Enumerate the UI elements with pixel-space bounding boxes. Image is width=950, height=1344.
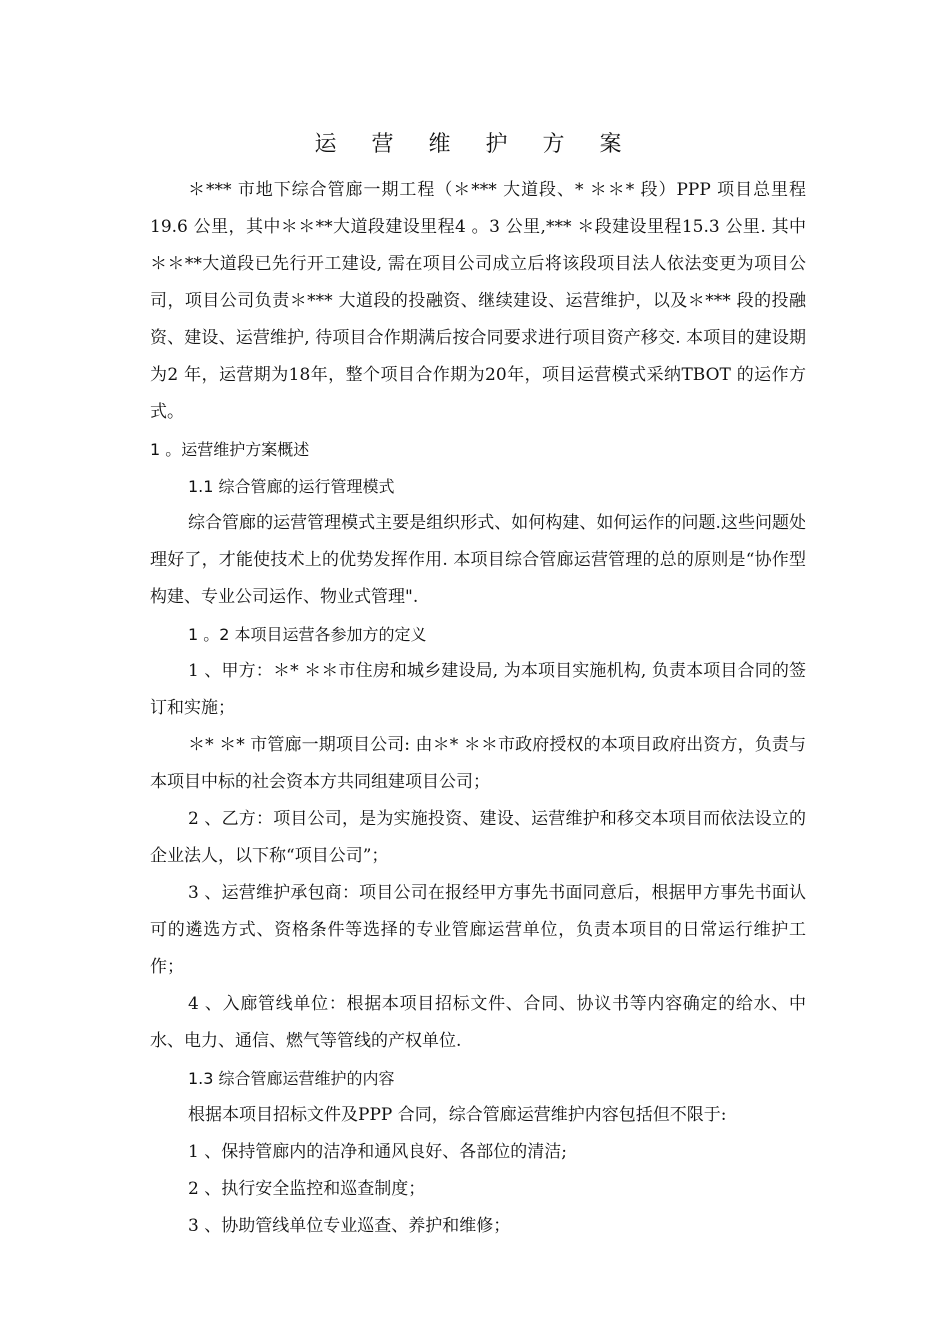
content-item: 根据本项目招标文件及PPP 合同，综合管廊运营维护内容包括但不限于: — [188, 1105, 727, 1125]
section-1-2-heading: 1 。2 本项目运营各参加方的定义 — [188, 625, 427, 644]
party-item: 1 、甲方：＊* ＊＊市住房和城乡建设局, 为本项目实施机构, 负责本项目合同的签订和实施； — [150, 661, 806, 718]
section-1-1-paragraph: 综合管廊的运营管理模式主要是组织形式、如何构建、如何运作的问题.这些问题处理好了，才能使技术上的优势发挥作用. 本项目综合管廊运营管理的总的原则是“协作型构建、专业公司运作、物业式管理". — [150, 513, 806, 607]
document-title: 运 营 维 护 方 案 — [314, 132, 636, 157]
party-item: ＊* ＊* 市管廊一期项目公司: 由＊* ＊＊市政府授权的本项目政府出资方，负责与本项目中标的社会资本方共同组建项目公司； — [150, 735, 806, 792]
document-body — [150, 172, 806, 1245]
section-1-1-heading: 1.1 综合管廊的运行管理模式 — [188, 477, 395, 496]
party-item: 2 、乙方：项目公司，是为实施投资、建设、运营维护和移交本项目而依法设立的企业法人，以下称“项目公司”； — [150, 809, 806, 866]
content-item: 3 、协助管线单位专业巡查、养护和维修； — [188, 1216, 511, 1236]
content-item: 1 、保持管廊内的洁净和通风良好、各部位的清洁; — [188, 1142, 567, 1162]
party-item: 4 、入廊管线单位：根据本项目招标文件、合同、协议书等内容确定的给水、中水、电力、通信、燃气等管线的产权单位. — [150, 994, 806, 1051]
section-1-3-heading: 1.3 综合管廊运营维护的内容 — [188, 1069, 395, 1088]
intro-paragraph: ＊*** 市地下综合管廊一期工程（＊*** 大道段、* ＊＊* 段）PPP 项目总里程19.6 公里，其中＊＊**大道段建设里程4 。3 公里,*** ＊段建设里程15.3 公里. 其中＊＊**大道段已先行开工建设, 需在项目公司成立后将该段项目法人依法变更为项目公司，项目公司负责＊*** 大道段的投融资、继续建设、运营维护，以及＊*** 段的投融资、建设、运营维护, 待项目合作期满后按合同要求进行项目资产移交. 本项目的建设期为2 年，运营期为18年，整个项目合作期为20年，项目运营模式采纳TBOT 的运作方式。 — [150, 180, 806, 422]
party-item: 3 、运营维护承包商：项目公司在报经甲方事先书面同意后，根据甲方事先书面认可的遴选方式、资格条件等选择的专业管廊运营单位，负责本项目的日常运行维护工作； — [150, 883, 806, 977]
section-1-heading: 1 。运营维护方案概述 — [150, 440, 310, 459]
content-item: 2 、执行安全监控和巡查制度； — [188, 1179, 426, 1199]
